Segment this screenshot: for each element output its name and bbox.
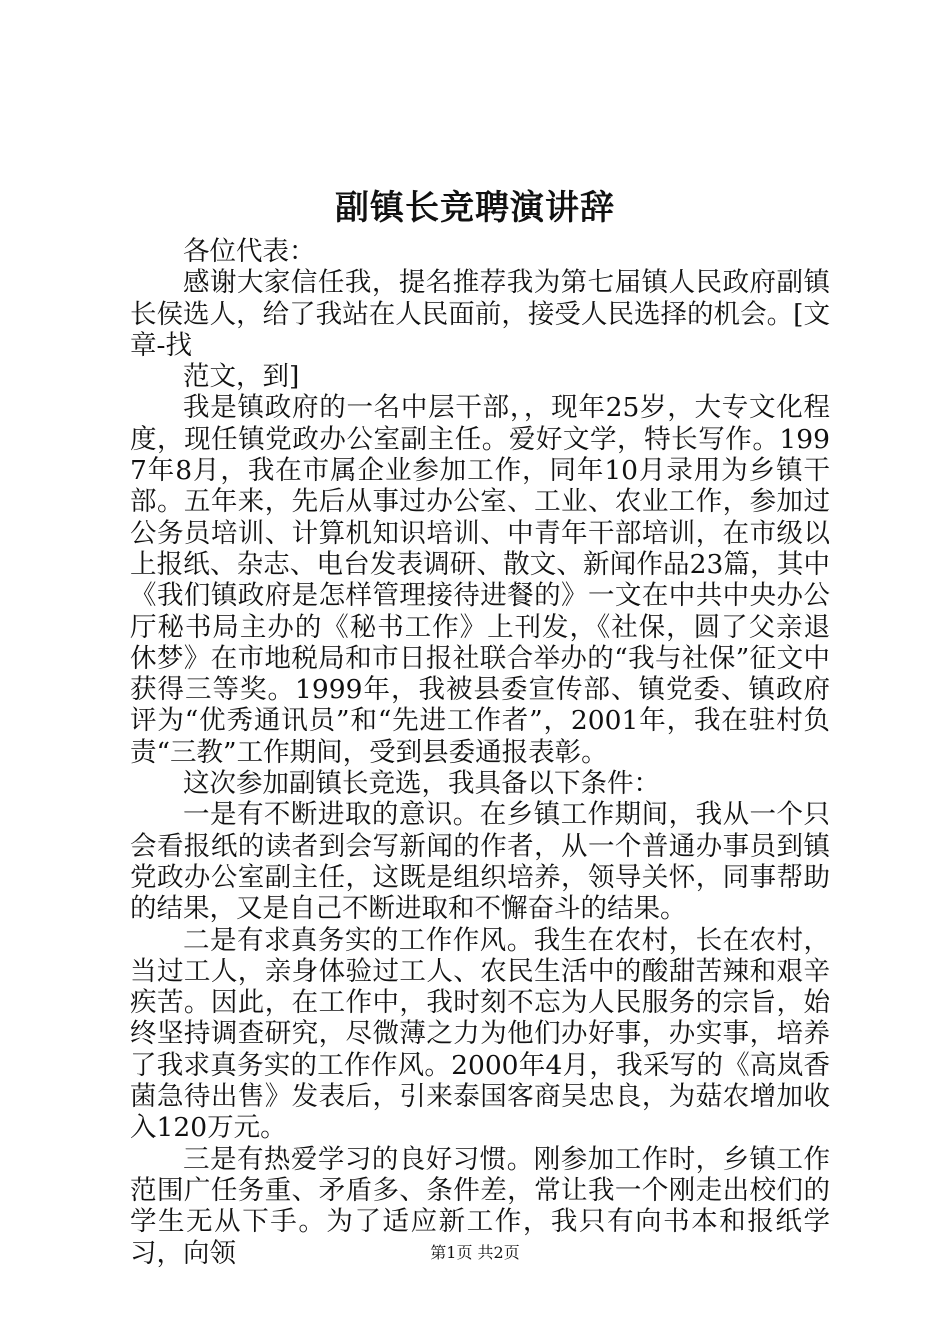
body-paragraph-1-text: 感谢大家信任我，提名推荐我为第七届镇人民政府副镇长侯选人，给了我站在人民面前，接受人民选择的机会。[文章-找 [130, 267, 830, 361]
page-footer: 第1页 共2页 [430, 1243, 520, 1262]
body-paragraph-4: 这次参加副镇长竞选，我具备以下条件： [183, 768, 660, 800]
body-paragraph-3: 我是镇政府的一名中层干部，，现年25岁，大专文化程度，现任镇党政办公室副主任。爱好文学，特长写作。1997年8月，我在市属企业参加工作，同年10月录用为乡镇干部。五年来，先后从事过办公室、工业、农业工作，参加过公务员培训、计算机知识培训、中青年干部培训，在市级以上报纸、杂志、电台发表调研、散文、新闻作品23篇，其中《我们镇政府是怎样管理接待进餐的》一文在中共中央办公厅秘书局主办的《秘书工作》上刊发，《社保，圆了父亲退休梦》在市地税局和市日报社联合举办的“我与社保”征文中获得三等奖。1999年，我被县委宣传部、镇党委、镇政府评为“优秀通讯员”和“先进工作者”，2001年，我在驻村负责“三教”工作期间，受到县委通报表彰。 [130, 392, 830, 768]
body-paragraph-7: 三是有热爱学习的良好习惯。刚参加工作时，乡镇工作范围广任务重、矛盾多、条件差，常让我一个刚走出校们的学生无从下手。为了适应新工作，我只有向书本和报纸学习，向领 [130, 1143, 830, 1269]
body-paragraph-2: 范文，到] [183, 361, 300, 393]
document-body [130, 236, 830, 1269]
salutation-paragraph: 各位代表： [183, 236, 316, 267]
document-title: 副镇长竞聘演讲辞 [335, 188, 615, 228]
body-paragraph-5: 一是有不断进取的意识。在乡镇工作期间，我从一个只会看报纸的读者到会写新闻的作者，从一个普通办事员到镇党政办公室副主任，这既是组织培养，领导关怀，同事帮助的结果，又是自己不断进取和不懈奋斗的结果。 [130, 799, 830, 925]
body-paragraph-6: 二是有求真务实的工作作风。我生在农村，长在农村，当过工人，亲身体验过工人、农民生活中的酸甜苦辣和艰辛疾苦。因此，在工作中，我时刻不忘为人民服务的宗旨，始终坚持调查研究，尽微薄之力为他们办好事，办实事，培养了我求真务实的工作作风。2000年4月，我采写的《高岚香菌急待出售》发表后，引来泰国客商吴忠良，为菇农增加收入120万元。 [130, 924, 830, 1144]
body-paragraph-1 [130, 267, 830, 361]
